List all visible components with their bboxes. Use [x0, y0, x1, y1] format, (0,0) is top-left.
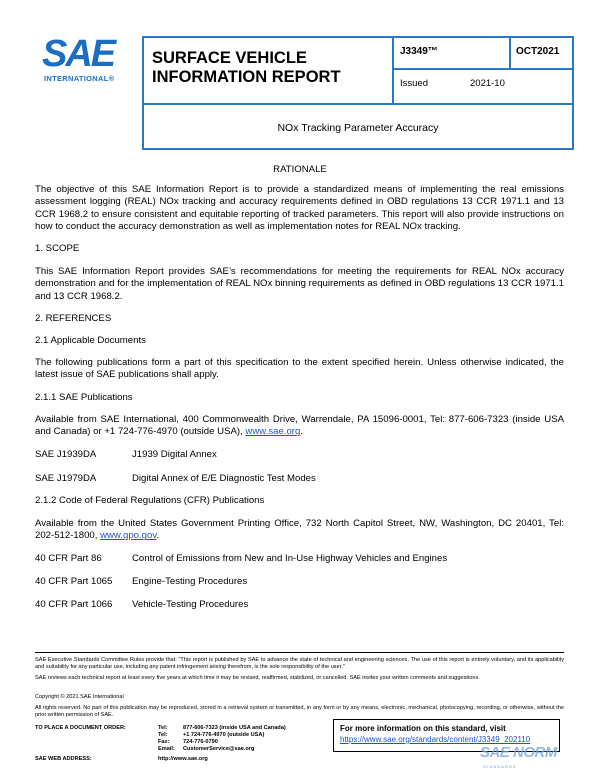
scope-paragraph: This SAE Information Report provides SAE’s recommendations for meeting the requirements for REAL NOx accuracy demonstration and for the implementation of REAL NOx binning requirements as defined in OBD regulations 13 CCR 1971.1 and 13 CCR 1968.2. — [35, 266, 564, 302]
sae-website-link[interactable]: www.sae.org — [245, 426, 301, 438]
email-label: Email: — [158, 746, 175, 752]
web-label: SAE WEB ADDRESS: — [35, 756, 92, 762]
header-divider — [392, 68, 574, 70]
reference-id: 40 CFR Part 1065 — [35, 576, 113, 587]
reference-description: J1939 Digital Annex — [132, 449, 217, 460]
document-type: SURFACE VEHICLE INFORMATION REPORT — [152, 49, 341, 86]
header-divider — [142, 103, 574, 105]
tel-value: 877-606-7323 (inside USA and Canada) — [183, 725, 286, 731]
sae-publications-paragraph — [35, 414, 564, 439]
fax-value: 724-776-0790 — [183, 739, 218, 745]
fax-label: Fax: — [158, 739, 170, 745]
watermark-subtitle: STANDARDS — [483, 764, 517, 769]
header-divider — [392, 36, 394, 104]
issued-label: Issued — [400, 78, 428, 89]
reference-row — [35, 473, 316, 484]
sae-logo-subtitle: INTERNATIONAL® — [44, 74, 115, 83]
sae-publications-heading: 2.1.1 SAE Publications — [35, 392, 133, 403]
sae-logo — [38, 34, 128, 86]
footer-rights-text: All rights reserved. No part of this publication may be reproduced, stored in a retrieval system or transmitted, in any form or by any means, electronic, mechanical, photocopying, recording, or otherwise, without the prior written permission of SAE. — [35, 705, 564, 718]
reference-row — [35, 449, 217, 460]
reference-description: Engine-Testing Procedures — [132, 576, 248, 587]
footer-copyright: Copyright © 2021 SAE International — [35, 694, 124, 700]
reference-id: SAE J1979DA — [35, 473, 97, 484]
reference-id: 40 CFR Part 86 — [35, 553, 102, 564]
footer-rule — [35, 652, 564, 653]
order-label: TO PLACE A DOCUMENT ORDER: — [35, 725, 126, 731]
web-value[interactable]: http://www.sae.org — [158, 756, 208, 762]
sae-publications-text: Available from SAE International, 400 Commonwealth Drive, Warrendale, PA 15096-0001, Tel: 877-606-7323 (inside USA and Canada) or +1 724-776-4970 (outside USA), — [35, 414, 564, 438]
tel2-value: +1 724-776-4970 (outside USA) — [183, 732, 265, 738]
reference-row — [35, 599, 248, 610]
header-divider — [509, 36, 511, 69]
tel2-label: Tel: — [158, 732, 168, 738]
applicable-documents-heading: 2.1 Applicable Documents — [35, 335, 146, 346]
email-value[interactable]: CustomerService@sae.org — [183, 746, 255, 752]
reference-description: Digital Annex of E/E Diagnostic Test Modes — [132, 473, 316, 484]
cfr-publications-paragraph — [35, 518, 564, 543]
reference-row — [35, 576, 247, 587]
references-heading: 2. REFERENCES — [35, 313, 112, 324]
reference-id: SAE J1939DA — [35, 449, 97, 460]
gpo-website-link[interactable]: www.gpo.gov — [100, 530, 157, 542]
reference-row — [35, 553, 447, 564]
scope-heading: 1. SCOPE — [35, 243, 80, 254]
document-date: OCT2021 — [516, 46, 560, 57]
cfr-publications-heading: 2.1.2 Code of Federal Regulations (CFR) Publications — [35, 495, 265, 506]
applicable-documents-paragraph: The following publications form a part of this specification to the extent specified herein. Unless otherwise indicated, the latest issue of SAE publications shall apply. — [35, 357, 564, 381]
tel-label: Tel: — [158, 725, 168, 731]
rationale-heading: RATIONALE — [273, 164, 327, 175]
sae-publications-end: . — [300, 426, 303, 438]
document-title: NOx Tracking Parameter Accuracy — [277, 122, 439, 134]
issued-value: 2021-10 — [470, 78, 505, 89]
rationale-paragraph: The objective of this SAE Information Report is to provide a standardized means of implementing the real emissions assessment logging (REAL) NOx tracking and accuracy requirements defined in OBD regulations 13 CCR 1971.1 and 13 CCR 1968.2 to ensure consistent and equitable reporting of tracked parameters. This report will also provide instructions on how to conduct the accuracy demonstration as well as implementation notes for REAL NOx tracking. — [35, 184, 564, 233]
reference-description: Vehicle-Testing Procedures — [132, 599, 249, 610]
document-number: J3349™ — [400, 46, 438, 57]
footer-rules-text: SAE Executive Standards Committee Rules provide that: “This report is published by SAE to advance the state of technical and engineering sciences. The use of this report is entirely voluntary, and its applicability and suitability for any particular use, including any patent infringement arising therefrom, is the sole responsibility of the user.” — [35, 657, 564, 670]
sae-logo-mark: SAE — [42, 33, 115, 75]
more-info-link[interactable]: https://www.sae.org/standards/content/J3349_202110 — [340, 735, 531, 744]
cfr-publications-end: . — [156, 530, 160, 542]
watermark: SAE NORM — [480, 744, 557, 761]
footer-review-text: SAE reviews each technical report at least every five years at which time it may be revised, reaffirmed, stabilized, or cancelled. SAE invites your written comments and suggestions. — [35, 675, 480, 681]
cfr-publications-text: Available from the United States Government Printing Office, 732 North Capitol Street, NW, Washington, DC 20401, Tel: 202-512-1800, — [35, 518, 564, 542]
more-info-title: For more information on this standard, visit — [340, 724, 506, 733]
reference-description: Control of Emissions from New and In-Use Highway Vehicles and Engines — [132, 553, 448, 564]
reference-id: 40 CFR Part 1066 — [35, 599, 113, 610]
